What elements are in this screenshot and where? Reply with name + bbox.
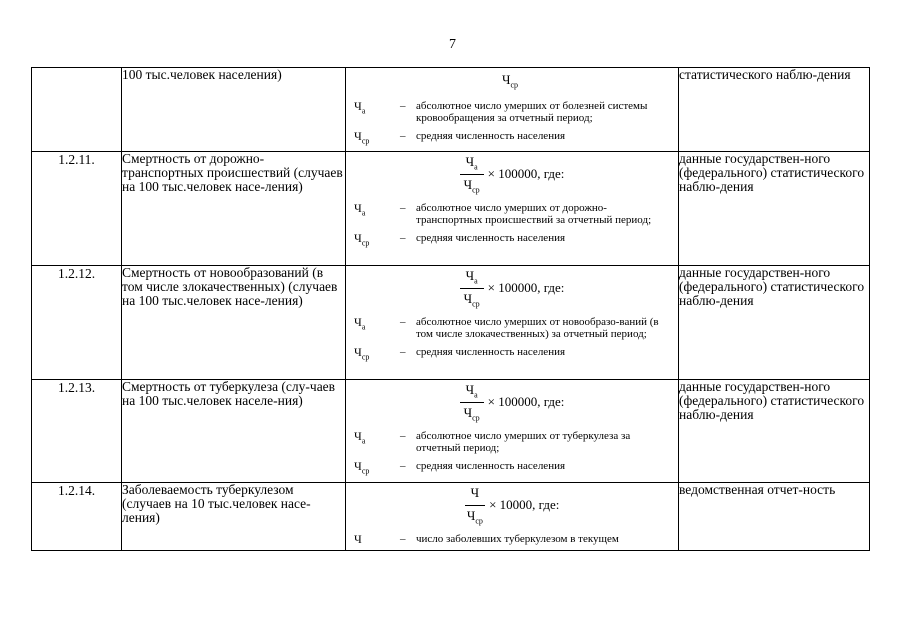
fraction: $\frac{Ч_а}{Ч_{ср}}$ (460, 268, 484, 308)
fraction: $\frac{Ч}{Ч_{ср}}$ (465, 485, 485, 525)
row-number: 1.2.13. (32, 380, 122, 483)
fraction: $Ч_{ср}$ (501, 72, 518, 90)
formula-cell (346, 483, 679, 551)
data-source: данные государствен-ного (федерального) статистического наблю-дения (679, 152, 870, 266)
formula-cell (346, 380, 679, 483)
data-source: данные государствен-ного (федерального) статистического наблю-дения (679, 380, 870, 483)
formula (346, 380, 678, 424)
formula-factor: × 100000, где: (487, 280, 565, 295)
fraction: $\frac{Ч_а}{Ч_{ср}}$ (460, 382, 484, 422)
data-source: ведомственная отчет-ность (679, 483, 870, 551)
definition-item: $Ч_а$ – абсолютное число умерших от новообразо-ваний (в том числе злокачественных) за отчетный период; (354, 315, 659, 340)
row-number (32, 68, 122, 152)
formula-cell (346, 68, 679, 152)
formula-cell (346, 152, 679, 266)
definition-item: $Ч_{ср}$ – средняя численность населения (354, 345, 566, 362)
indicator-name: Смертность от туберкулеза (слу-чаев на 100 тыс.человек населе-ния) (122, 380, 346, 483)
table-row (32, 68, 870, 152)
table-row (32, 266, 870, 380)
formula (346, 483, 678, 527)
table-row (32, 380, 870, 483)
table-row (32, 483, 870, 551)
indicator-name: Смертность от новообразований (в том числе злокачественных) (случаев на 100 тыс.человек насе-ления) (122, 266, 346, 380)
fraction: $\frac{Ч_а}{Ч_{ср}}$ (460, 154, 484, 194)
definition-item: $Ч_{ср}$ – средняя численность населения (354, 459, 566, 476)
indicator-name: 100 тыс.человек населения) (122, 68, 346, 152)
definition-item: $Ч_а$ – абсолютное число умерших от туберкулеза за отчетный период; (354, 429, 631, 454)
formula (346, 152, 678, 196)
definition-item: $Ч_{ср}$ – средняя численность населения (354, 231, 566, 248)
row-number: 1.2.11. (32, 152, 122, 266)
formula-factor: × 10000, где: (489, 497, 560, 512)
row-number: 1.2.14. (32, 483, 122, 551)
definition-item: Ч – число заболевших туберкулезом в текущем (354, 532, 619, 546)
definition-item: $Ч_{ср}$ – средняя численность населения (354, 129, 566, 146)
definition-item: $Ч_а$ – абсолютное число умерших от дорожно-транспортных происшествий за отчетный период; (354, 201, 652, 226)
page-number: 7 (449, 37, 456, 52)
indicator-name: Заболеваемость туберкулезом (случаев на 10 тыс.человек насе-ления) (122, 483, 346, 551)
formula-factor: × 100000, где: (487, 394, 565, 409)
formula-cell (346, 266, 679, 380)
indicators-table (31, 67, 870, 551)
formula (346, 68, 678, 94)
formula (346, 266, 678, 310)
data-source: данные государствен-ного (федерального) статистического наблю-дения (679, 266, 870, 380)
definition-item: $Ч_а$ – абсолютное число умерших от болезней системы кровообращения за отчетный период; (354, 99, 648, 124)
data-source: статистического наблю-дения (679, 68, 870, 152)
table-row (32, 152, 870, 266)
indicator-name: Смертность от дорожно-транспортных происшествий (случаев на 100 тыс.человек насе-ления) (122, 152, 346, 266)
formula-factor: × 100000, где: (487, 166, 565, 181)
row-number: 1.2.12. (32, 266, 122, 380)
